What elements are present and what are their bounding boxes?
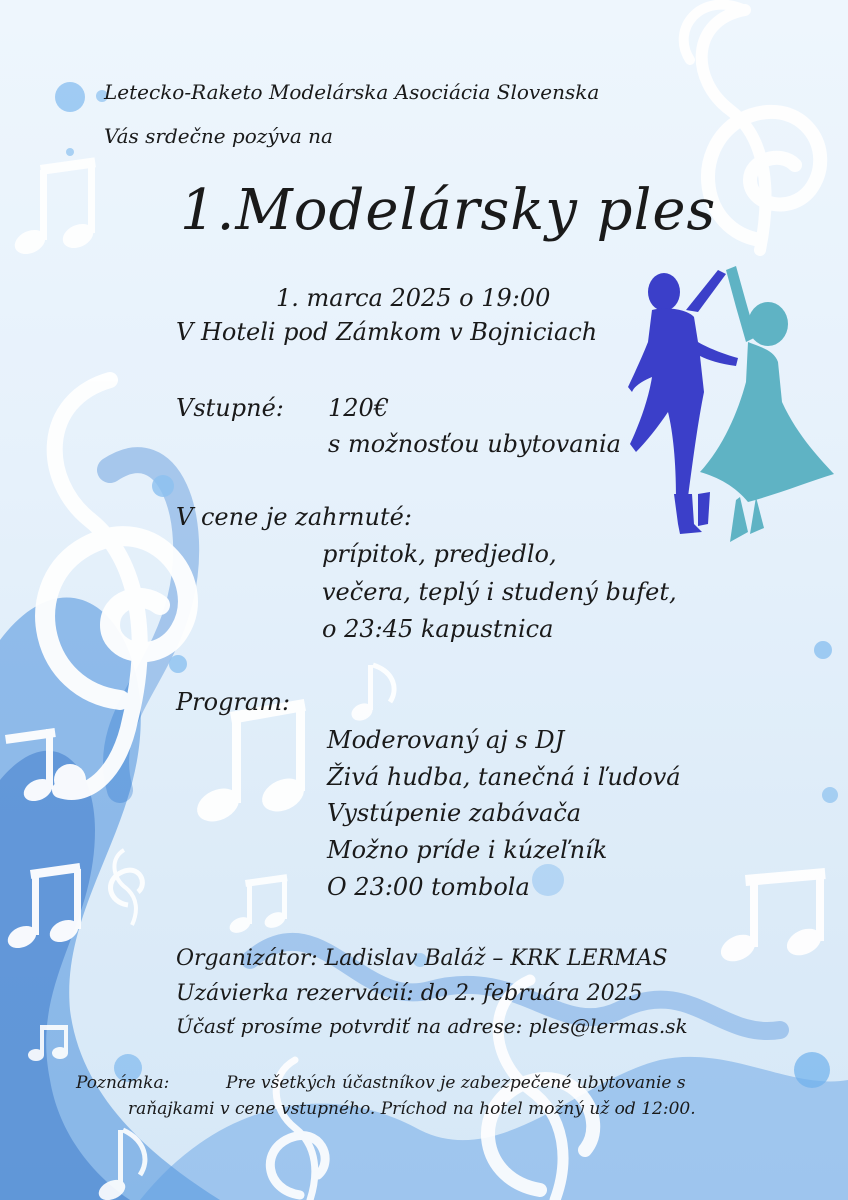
bubble	[66, 148, 74, 156]
program-item: O 23:00 tombola	[327, 873, 530, 901]
treble-clef-icon	[111, 850, 143, 925]
invite-line: Vás srdečne pozýva na	[104, 124, 333, 148]
bubble	[822, 787, 838, 803]
contact-deadline: Uzávierka rezervácií: do 2. februára 2025	[176, 981, 643, 1006]
program-item: Moderovaný aj s DJ	[327, 726, 565, 754]
included-line: večera, teplý i studený bufet,	[322, 578, 677, 606]
included-line: o 23:45 kapustnica	[322, 615, 554, 643]
event-date-time: 1. marca 2025 o 19:00	[276, 284, 551, 312]
included-line: prípitok, predjedlo,	[322, 540, 557, 568]
entry-note: s možnosťou ubytovania	[328, 430, 621, 458]
included-label: V cene je zahrnuté:	[176, 503, 412, 531]
event-title: 1.Modelársky ples	[180, 178, 717, 243]
music-note-icon	[717, 868, 826, 966]
music-note-icon	[227, 874, 288, 936]
organizer-line: Letecko-Raketo Modelárska Asociácia Slovenska	[104, 80, 600, 104]
program-item: Vystúpenie zabávača	[327, 799, 582, 827]
footnote-line: Pre všetkých účastníkov je zabezpečené ubytovanie s	[226, 1073, 686, 1093]
dancer-man-figure	[628, 270, 738, 534]
music-note-icon	[192, 699, 310, 828]
bubble	[169, 655, 187, 673]
footnote-label: Poznámka:	[76, 1073, 170, 1093]
contact-organizer: Organizátor: Ladislav Baláž – KRK LERMAS	[176, 946, 668, 971]
program-item: Živá hudba, tanečná i ľudová	[327, 763, 681, 791]
footnote-line: raňajkami v cene vstupného. Príchod na hotel možný už od 12:00.	[128, 1099, 696, 1119]
program-label: Program:	[176, 688, 291, 716]
dancing-couple-icon	[628, 262, 838, 547]
contact-confirm: Účasť prosíme potvrdiť na adrese: ples@lermas.sk	[176, 1014, 688, 1038]
program-item: Možno príde i kúzeľník	[327, 836, 608, 864]
entry-label: Vstupné:	[176, 394, 284, 422]
music-note-icon	[11, 157, 97, 258]
entry-price: 120€	[328, 394, 390, 422]
event-venue: V Hoteli pod Zámkom v Bojniciach	[176, 318, 598, 346]
dancer-woman-figure	[700, 266, 834, 542]
bubble	[55, 82, 85, 112]
bubble	[794, 1052, 830, 1088]
bubble	[814, 641, 832, 659]
bubble	[152, 475, 174, 497]
music-note-icon	[349, 665, 394, 724]
bubble	[532, 864, 564, 896]
